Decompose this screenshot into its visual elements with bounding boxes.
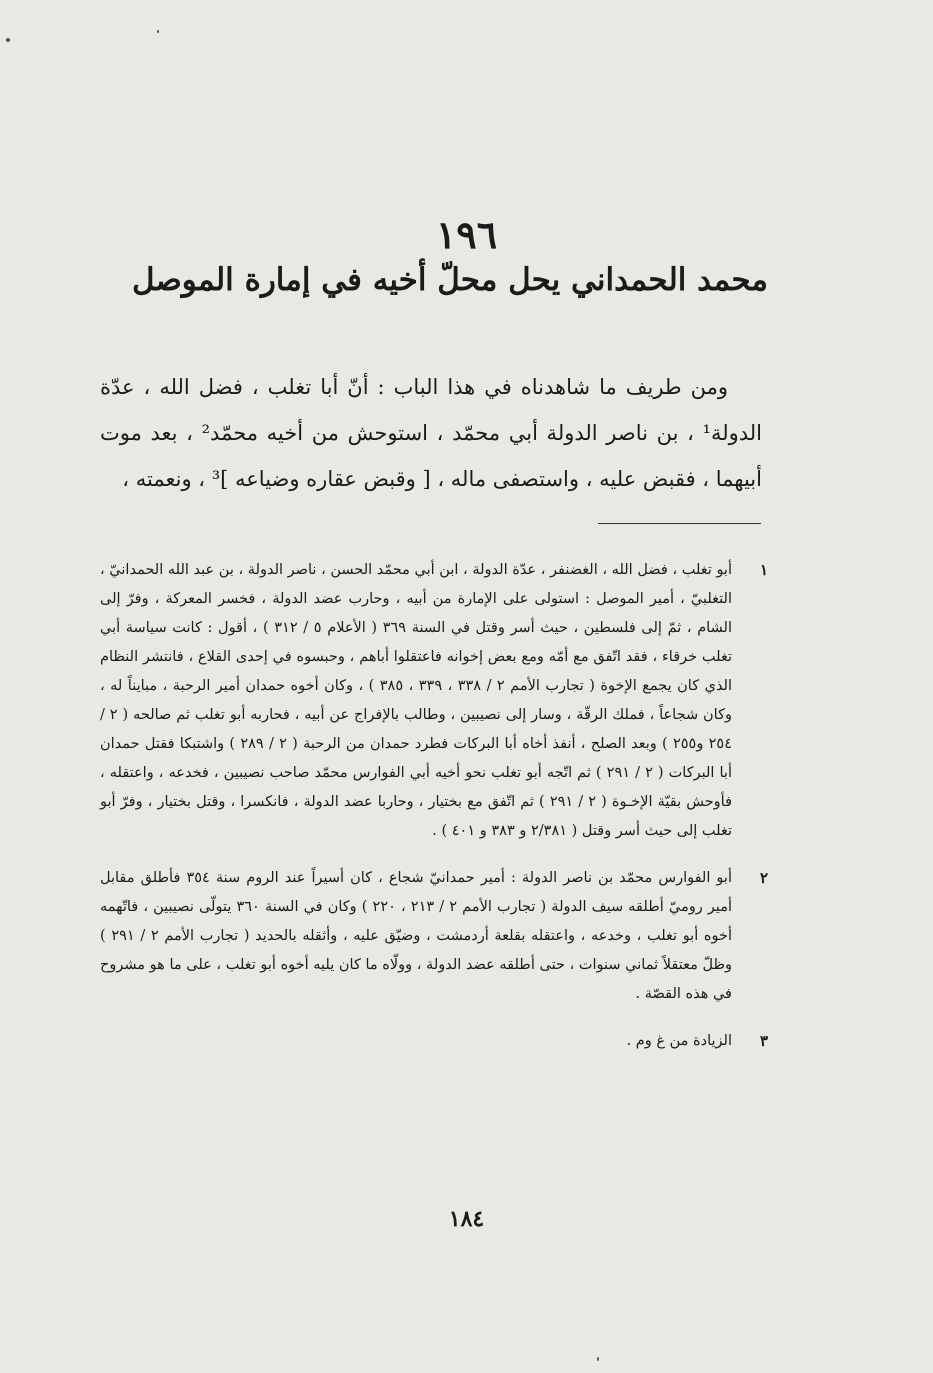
page-number: ١٨٤ [448,1206,485,1232]
footnote-text: أبو تغلب ، فضل الله ، الغضنفر ، عدّة الدولة ، ابن أبي محمّد الحسن ، ناصر الدولة ، بن عبد الله الحمدانيّ ، التغلبيّ ، أمير الموصل : استولى على الإمارة من أبيه ، وحارب عضد الدولة ، فخسر المعركة ، وفرّ إلى الشام ، ثمّ إلى فلسطين ، حيث أسر وقتل في السنة ٣٦٩ ( الأعلام ٥ / ٣١٢ ) ، أقول : كانت سياسة أبي تغلب خرقاء ، فقد اتّفق مع أمّه ومع بعض إخوانه فاعتقلوا أباهم ، وحبسوه في إحدى القلاع ، فانتشر النظام الذي كان يجمع الإخوة ( تجارب الأمم ٢ / ٣٣٨ ، ٣٣٩ ، ٣٨٥ ) ، وكان أخوه حمدان أمير الرحبة ، مبايناً له ، وكان شجاعاً ، فملك الرقّة ، وسار إلى نصيبين ، وطالب بالإفراج عن أبيه ، فحاربه أبو تغلب ثم صالحه ( ٢ / ٢٥٤ و٢٥٥ ) وبعد الصلح ، أنفذ أخاه أبا البركات فطرد حمدان من الرحبة ( ٢ / ٢٨٩ ) واشتبكا فقتل حمدان أبا البركات ( ٢ / ٢٩١ ) ثم اتّجه أبو تغلب نحو أخيه أبي الفوارس محمّد صاحب نصيبين ، فخدعه ، واعتقله ، فأوحش بقيّة الإخـوة ( ٢ / ٢٩١ ) ثم اتّفق مع بختيار ، وحاربا عضد الدولة ، فانكسرا ، وقتل بختيار ، وفرّ أبو تغلب إلى حيث أسر وقتل ( ٢/٣٨١ و ٣٨٣ و ٤٠١ ) . [100,562,733,839]
footnote-3 [100,1027,768,1056]
footnote-number: ٣ [759,1032,768,1050]
footnote-text: الزيادة من غ وم . [626,1033,732,1049]
footnote-2 [100,864,768,1009]
footnote-separator [598,523,761,524]
scan-speck [6,38,10,42]
chapter-title: محمد الحمداني يحل محلّ أخيه في إمارة الموصل [132,262,768,298]
footnote-1 [100,556,768,846]
main-text [100,364,762,502]
body-paragraph: ومن طريف ما شاهدناه في هذا الباب : أنّ أبا تغلب ، فضل الله ، عدّة الدولة¹ ، بن ناصر الدولة أبي محمّد ، استوحش من أخيه محمّد² ، بعد موت أبيهما ، فقبض عليه ، واستصفى ماله ، [ وقبض عقاره وضياعه ]³ ، ونعمته ، [100,375,762,491]
footnote-number: ١ [759,561,768,579]
scan-speck [157,30,159,33]
chapter-number: ١٩٦ [435,212,498,257]
footnote-number: ٢ [759,869,768,887]
footnotes [100,556,768,1074]
scan-speck [597,1357,599,1361]
footnote-text: أبو الفوارس محمّد بن ناصر الدولة : أمير حمدانيّ شجاع ، كان أسيراً عند الروم سنة ٣٥٤ فأطلق مقابل أمير روميّ أطلقه سيف الدولة ( تجارب الأمم ٢ / ٢١٣ ، ٢٢٠ ) وكان في السنة ٣٦٠ يتولّى نصيبين ، فاتّهمه أخوه أبو تغلب ، وخدعه ، واعتقله بقلعة أردمشت ، وضيّق عليه ، وأثقله بالحديد ( تجارب الأمم ٢ / ٢٩١ ) وظلّ معتقلاً ثماني سنوات ، حتى أطلقه عضد الدولة ، وولّاه ما كان يليه أخوه أبو تغلب ، على ما هو مشروح في هذه القصّة . [100,870,732,1002]
